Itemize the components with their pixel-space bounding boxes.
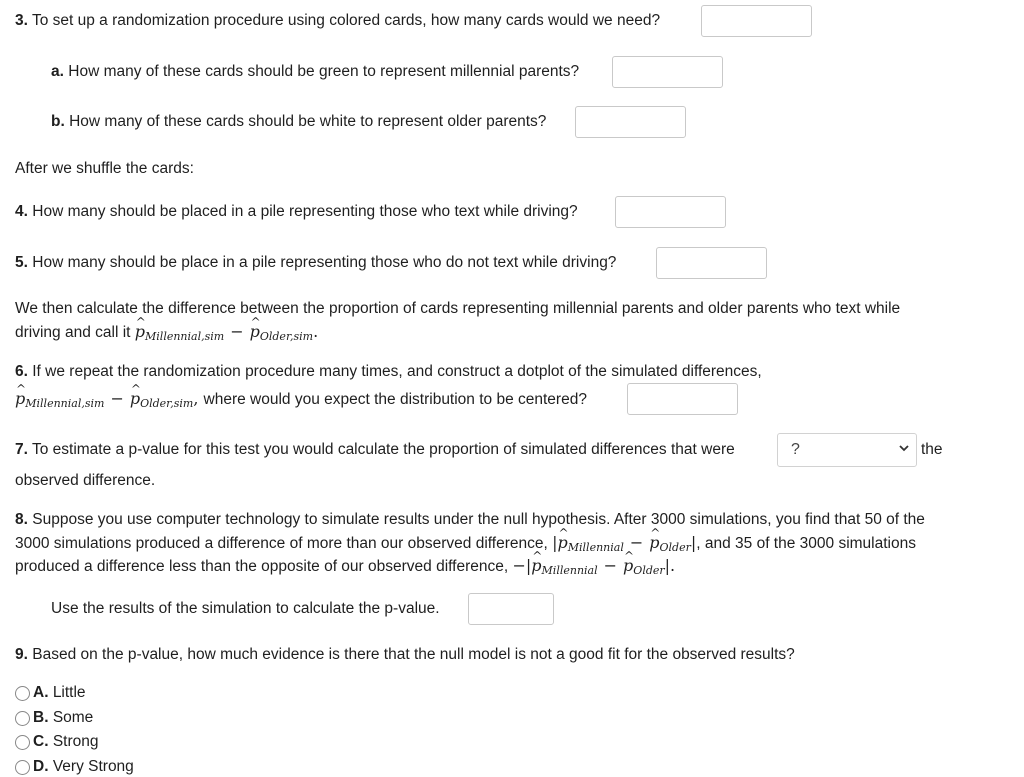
select-value: ?: [791, 441, 800, 458]
option-a: A. Little: [33, 684, 86, 701]
question-3b: [51, 111, 546, 132]
radio-option-c[interactable]: [15, 735, 30, 750]
question-8-line1: [15, 509, 925, 530]
question-text: To estimate a p-value for this test you would calculate the proportion of simulated differences that were: [31, 441, 735, 458]
question-3a: [51, 61, 579, 82]
answer-input-q4[interactable]: [615, 196, 726, 228]
question-number: 7.: [15, 441, 28, 458]
question-number: 4.: [15, 203, 28, 220]
question-text: How many of these cards should be white to represent older parents?: [69, 113, 547, 130]
question-number: 6.: [15, 363, 28, 380]
question-8-line2: 3000 simulations produced a difference of more than our observed difference, |^ $p_{Millennial}$ −^ $p_{Older}|$, and 35 of the 3000 simulations: [15, 532, 916, 554]
option-c: C. Strong: [33, 733, 99, 750]
question-number: b.: [51, 113, 65, 130]
math-sim-difference: ^ $p_{Millennial,sim}$ −^ $p_{Older,sim}$,: [15, 389, 204, 408]
question-9: [15, 644, 795, 665]
question-number: 3.: [15, 12, 28, 29]
answer-input-q8[interactable]: [468, 593, 554, 625]
chevron-down-icon: [898, 442, 910, 454]
answer-input-q3a[interactable]: [612, 56, 723, 88]
question-3: [15, 10, 660, 31]
question-text: How many should be placed in a pile representing those who text while driving?: [32, 203, 578, 220]
answer-input-q6[interactable]: [627, 383, 738, 415]
comparison-select[interactable]: [777, 433, 917, 467]
question-7-after: the: [921, 441, 943, 458]
option-d: D. Very Strong: [33, 758, 134, 775]
question-text: If we repeat the randomization procedure many times, and construct a dotplot of the simulated differences,: [32, 363, 762, 380]
difference-paragraph-line1: We then calculate the difference between the proportion of cards representing millennial parents and older parents who text while: [15, 300, 901, 317]
math-sim-difference: ^ $p_{Millennial,sim}$ −^ $p_{Older,sim}$.: [135, 322, 318, 341]
question-number: 9.: [15, 646, 28, 663]
question-text: How many should be place in a pile representing those who do not text while driving?: [32, 254, 617, 271]
question-8-line3: produced a difference less than the opposite of our observed difference, −|^ $p_{Millennial}$ −^ $p_{Older}|$.: [15, 555, 675, 577]
answer-input-q3b[interactable]: [575, 106, 686, 138]
option-b: B. Some: [33, 709, 94, 726]
question-6-line1: [15, 361, 762, 382]
difference-paragraph-line2: driving and call it ^ $p_{Millennial,sim}$ −^ $p_{Older,sim}$.: [15, 321, 318, 343]
question-number: 8.: [15, 511, 28, 528]
question-4: [15, 201, 578, 222]
radio-option-d[interactable]: [15, 760, 30, 775]
after-shuffle-text: After we shuffle the cards:: [15, 160, 194, 177]
answer-input-q3[interactable]: [701, 5, 812, 37]
question-number: a.: [51, 63, 64, 80]
answer-input-q5[interactable]: [656, 247, 767, 279]
question-7: [15, 439, 735, 460]
question-text: To set up a randomization procedure using colored cards, how many cards would we need?: [31, 12, 661, 29]
question-text: Suppose you use computer technology to simulate results under the null hypothesis. After 3000 simulations, you find that 50 of the: [32, 511, 925, 528]
question-text: How many of these cards should be green to represent millennial parents?: [68, 63, 580, 80]
math-neg-abs-difference: −|^ $p_{Millennial}$ −^ $p_{Older}|$.: [513, 556, 676, 575]
question-8-sub: Use the results of the simulation to calculate the p-value.: [51, 600, 440, 617]
math-abs-difference: |^ $p_{Millennial}$ −^ $p_{Older}|$: [552, 533, 696, 552]
question-text: Based on the p-value, how much evidence is there that the null model is not a good fit for the observed results?: [32, 646, 795, 663]
question-5: [15, 252, 616, 273]
radio-option-a[interactable]: [15, 686, 30, 701]
question-number: 5.: [15, 254, 28, 271]
radio-option-b[interactable]: [15, 711, 30, 726]
question-7-line2: observed difference.: [15, 472, 156, 489]
question-6-line2: ^ $p_{Millennial,sim}$ −^ $p_{Older,sim}$, where would you expect the distribution to be centered?: [15, 388, 587, 410]
